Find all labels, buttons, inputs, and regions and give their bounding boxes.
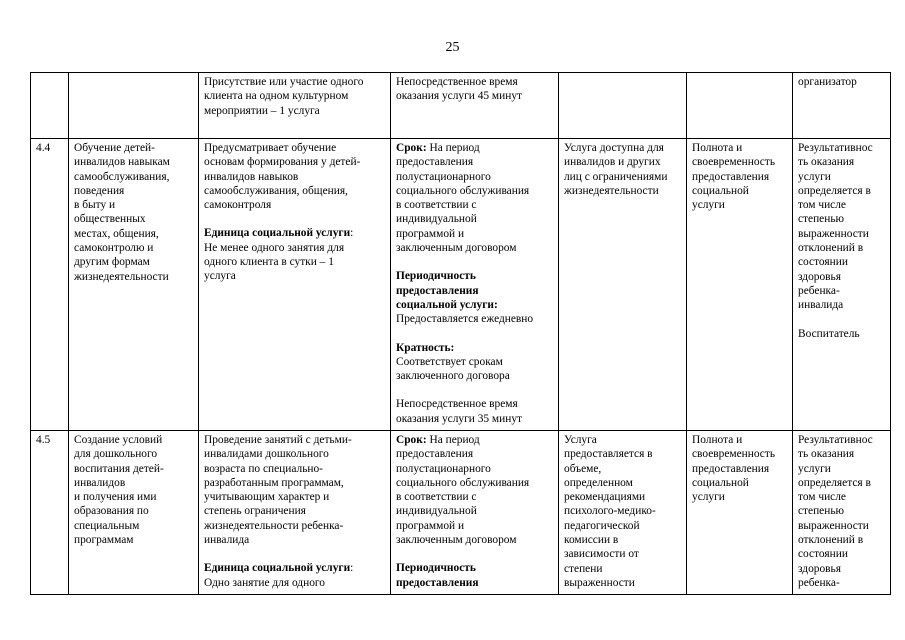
unit-block: Единица социальной услуги:	[204, 227, 354, 240]
text-line: программой и	[396, 519, 465, 532]
text-line: жизнедеятельности ребенка-	[204, 519, 344, 532]
periodicity-label	[396, 561, 553, 590]
text-line: предоставления	[692, 170, 770, 183]
unit-block: Единица социальной услуги:	[204, 562, 354, 575]
frequency-value	[396, 355, 553, 384]
cell-number: 4.4	[31, 139, 69, 431]
text-line: оказания услуги 35 минут	[396, 412, 523, 425]
text-line: степень ограничения	[204, 505, 306, 518]
unit-value	[204, 576, 385, 590]
term-label: Срок:	[396, 434, 427, 446]
cell-description	[199, 431, 391, 595]
table-row-4-4	[31, 139, 891, 431]
text-line: самообслуживания, общения,	[204, 184, 348, 197]
text-line: предоставления	[396, 448, 474, 461]
services-table	[30, 72, 891, 595]
cell-evaluation: организатор	[793, 73, 891, 139]
text-line: здоровья	[798, 270, 841, 283]
text-line: предоставляется в	[564, 448, 653, 461]
text-line: поведения	[74, 184, 125, 197]
cell-terms	[391, 431, 559, 595]
text-line: инвалидов навыков	[204, 170, 299, 183]
text-line: заключенным договором	[396, 242, 517, 255]
text-line: степенью	[798, 213, 845, 226]
cell-evaluation	[793, 139, 891, 431]
text-line: предоставления	[396, 284, 479, 297]
term-block	[396, 141, 553, 255]
text-line: воспитания детей-	[74, 462, 164, 475]
cell-number: 4.5	[31, 431, 69, 595]
text-line: самообслуживания,	[74, 170, 170, 183]
text-line: педагогической	[564, 519, 640, 532]
text-line: самоконтролю и	[74, 242, 154, 255]
cell-evaluation	[793, 431, 891, 595]
cell-number	[31, 73, 69, 139]
text-line: самоконтроля	[204, 199, 272, 212]
text-line: состоянии	[798, 548, 848, 561]
text-line: жизнедеятельности	[74, 270, 169, 283]
text-line: Не менее одного занятия для	[204, 241, 345, 254]
text-line: психолого-медико-	[564, 505, 656, 518]
description-text	[204, 433, 385, 547]
text-line: одного клиента в сутки – 1	[204, 256, 334, 269]
text-line: в соответствии с	[396, 491, 477, 504]
text-line: программам	[74, 534, 134, 547]
text-line: услуги	[692, 491, 725, 504]
text-line: определенном	[564, 476, 633, 489]
text-line: социального обслуживания	[396, 476, 530, 489]
text-line: специальным	[74, 519, 140, 532]
table-row-4-5	[31, 431, 891, 595]
text-line: комиссии в	[564, 534, 619, 547]
text-line: инвалида	[204, 534, 250, 547]
text-line: степени	[564, 562, 603, 575]
text-line: степенью	[798, 505, 845, 518]
text-line: заключенным договором	[396, 534, 517, 547]
text-line: Результативнос	[798, 142, 873, 154]
text-line: выраженности	[798, 519, 869, 532]
text-line: учитывающим характер и	[204, 491, 330, 504]
periodicity-label	[396, 269, 553, 312]
text-line: услуги	[798, 170, 831, 183]
cell-description	[199, 139, 391, 431]
cell-indicators	[687, 73, 793, 139]
text-line: предоставления	[396, 576, 479, 589]
text-line: программой и	[396, 227, 465, 240]
text-line: разработанным программам,	[204, 476, 344, 489]
cell-conditions	[559, 73, 687, 139]
text-line: Непосредственное время	[396, 398, 518, 411]
text-line: социальной услуги:	[396, 298, 498, 311]
text-line: в быту и	[74, 199, 116, 212]
text-line: Проведение занятий с детьми-	[204, 434, 352, 446]
text-line: Периодичность	[396, 562, 476, 575]
text-line: местах, общения,	[74, 227, 159, 240]
text-line: инвалидами дошкольного	[204, 448, 329, 461]
unit-label: Единица социальной услуги	[204, 562, 351, 575]
text-line: определяется в	[798, 184, 871, 197]
text-line: здоровья	[798, 562, 841, 575]
text-line: полустационарного	[396, 462, 491, 475]
text-line: Предусматривает обучение	[204, 142, 337, 154]
page-number: 25	[445, 40, 460, 55]
term-label: Срок:	[396, 142, 427, 154]
text-line: ть оказания	[798, 156, 855, 169]
cell-conditions	[559, 431, 687, 595]
text-line: отклонений в	[798, 534, 864, 547]
text-line: другим формам	[74, 256, 150, 269]
text-line: рекомендациями	[564, 491, 646, 504]
text-line: инвалидов и других	[564, 156, 661, 169]
text-line: для дошкольного	[74, 448, 158, 461]
text-line: предоставления	[692, 462, 770, 475]
text-line: и получения ими	[74, 491, 157, 504]
text-line: услуга	[204, 270, 236, 283]
text-line: состоянии	[798, 256, 848, 269]
text-line: Результативнос	[798, 434, 873, 446]
text-line: том числе	[798, 199, 846, 212]
text-line: Соответствует срокам	[396, 355, 503, 368]
text-line: На период	[429, 142, 480, 154]
text-line: образования по	[74, 505, 149, 518]
term-block	[396, 433, 553, 547]
evaluation-text	[798, 141, 885, 313]
text-line: возраста по специально-	[204, 462, 323, 475]
unit-label: Единица социальной услуги	[204, 227, 351, 240]
text-line: своевременность	[692, 156, 776, 169]
cell-indicators	[687, 139, 793, 431]
responsible-person: Воспитатель	[798, 327, 860, 340]
text-line: зависимости от	[564, 548, 639, 561]
text-line: определяется в	[798, 476, 871, 489]
text-line: общественных	[74, 213, 146, 226]
text-line: предоставления	[396, 156, 474, 169]
text-line: полустационарного	[396, 170, 491, 183]
text-line: услуги	[798, 462, 831, 475]
cell-service-name	[69, 431, 199, 595]
term-value	[396, 142, 529, 254]
text-line: социальной	[692, 184, 749, 197]
unit-value	[204, 241, 385, 284]
periodicity-value: Предоставляется ежедневно	[396, 313, 534, 326]
cell-terms: Непосредственное время оказания услуги 45 минут	[391, 73, 559, 139]
text-line: услуги	[692, 199, 725, 212]
text-line: в соответствии с	[396, 199, 477, 212]
text-line: выраженности	[564, 576, 635, 589]
cell-indicators	[687, 431, 793, 595]
text-line: индивидуальной	[396, 213, 477, 226]
text-line: социальной	[692, 476, 749, 489]
text-line: Создание условий	[74, 434, 163, 446]
text-line: Полнота и	[692, 434, 743, 446]
text-line: Услуга доступна для	[564, 142, 664, 154]
duration-text	[396, 397, 553, 426]
text-line: лиц с ограничениями	[564, 170, 668, 183]
text-line: объеме,	[564, 462, 602, 475]
text-line: отклонений в	[798, 242, 864, 255]
text-line: Услуга	[564, 434, 597, 446]
text-line: Периодичность	[396, 270, 476, 283]
text-line: выраженности	[798, 227, 869, 240]
text-line: том числе	[798, 491, 846, 504]
text-line: своевременность	[692, 448, 776, 461]
text-line: основам формирования у детей-	[204, 156, 361, 169]
text-line: жизнедеятельности	[564, 184, 659, 197]
text-line: ребенка-	[798, 284, 840, 297]
cell-service-name	[69, 73, 199, 139]
cell-description: Присутствие или участие одного клиента на одном культурном мероприятии – 1 услуга	[199, 73, 391, 139]
text-line: ребенка-	[798, 576, 840, 589]
text-line: социального обслуживания	[396, 184, 530, 197]
text-line: Обучение детей-	[74, 142, 155, 154]
frequency-label: Кратность:	[396, 341, 455, 354]
text-line: Полнота и	[692, 142, 743, 154]
text-line: Одно занятие для одного	[204, 576, 325, 589]
cell-terms	[391, 139, 559, 431]
cell-conditions	[559, 139, 687, 431]
cell-service-name	[69, 139, 199, 431]
text-line: индивидуальной	[396, 505, 477, 518]
table-row-continued	[31, 73, 891, 139]
text-line: На период	[429, 434, 480, 446]
term-value	[396, 434, 529, 546]
text-line: ть оказания	[798, 448, 855, 461]
text-line: заключенного договора	[396, 370, 510, 383]
text-line: инвалидов навыкам	[74, 156, 170, 169]
description-text	[204, 141, 385, 212]
text-line: инвалида	[798, 299, 844, 312]
text-line: инвалидов	[74, 476, 126, 489]
